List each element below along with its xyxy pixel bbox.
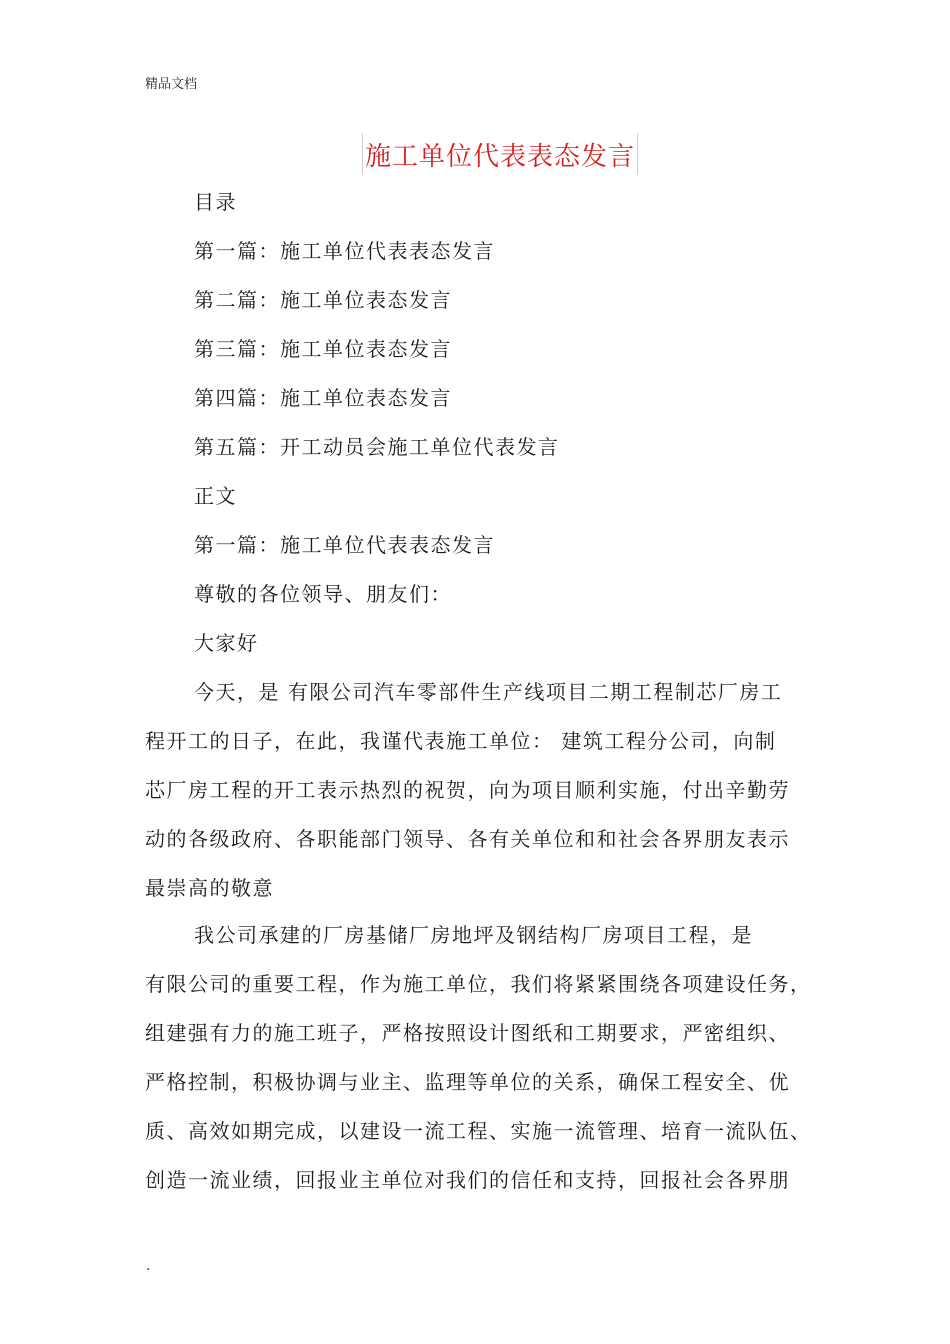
document-title: 施工单位代表表态发言 [364, 141, 635, 172]
paragraph-line: 我公司承建的厂房基储厂房地坪及钢结构厂房项目工程，是 [194, 923, 753, 947]
paragraph-line: 动的各级政府、各职能部门领导、各有关单位和和社会各界朋友表示 [145, 827, 790, 851]
paragraph-line: 最崇高的敬意 [145, 876, 274, 900]
title-box [362, 133, 638, 175]
paragraph-line: 组建强有力的施工班子，严格按照设计图纸和工期要求，严密组织、 [145, 1021, 790, 1045]
greeting: 大家好 [194, 631, 259, 655]
salutation: 尊敬的各位领导、朋友们： [194, 582, 452, 606]
paragraph-line: 创造一流业绩，回报业主单位对我们的信任和支持，回报社会各界朋 [145, 1168, 790, 1192]
body-heading: 正文 [194, 484, 237, 508]
paragraph-line: 今天，是 有限公司汽车零部件生产线项目二期工程制芯厂房工 [194, 680, 783, 704]
toc-item: 第三篇：施工单位表态发言 [194, 337, 452, 361]
toc-item: 第二篇：施工单位表态发言 [194, 288, 452, 312]
toc-item: 第一篇：施工单位代表表态发言 [194, 239, 495, 263]
toc-item: 第四篇：施工单位表态发言 [194, 386, 452, 410]
paragraph-line: 程开工的日子，在此，我谨代表施工单位： 建筑工程分公司，向制 [145, 729, 777, 753]
paragraph-line: 芯厂房工程的开工表示热烈的祝贺，向为项目顺利实施，付出辛勤劳 [145, 778, 790, 802]
paragraph-line: 有限公司的重要工程，作为施工单位，我们将紧紧围绕各项建设任务， [145, 972, 812, 996]
document-header-tag: 精品文档 [145, 77, 198, 92]
toc-heading: 目录 [194, 190, 237, 214]
paragraph-line: 严格控制，积极协调与业主、监理等单位的关系，确保工程安全、优 [145, 1070, 790, 1094]
paragraph-line: 质、高效如期完成，以建设一流工程、实施一流管理、培育一流队伍、 [145, 1119, 812, 1143]
footer-mark: . [146, 1258, 151, 1274]
toc-item: 第五篇：开工动员会施工单位代表发言 [194, 435, 560, 459]
section-title: 第一篇：施工单位代表表态发言 [194, 533, 495, 557]
